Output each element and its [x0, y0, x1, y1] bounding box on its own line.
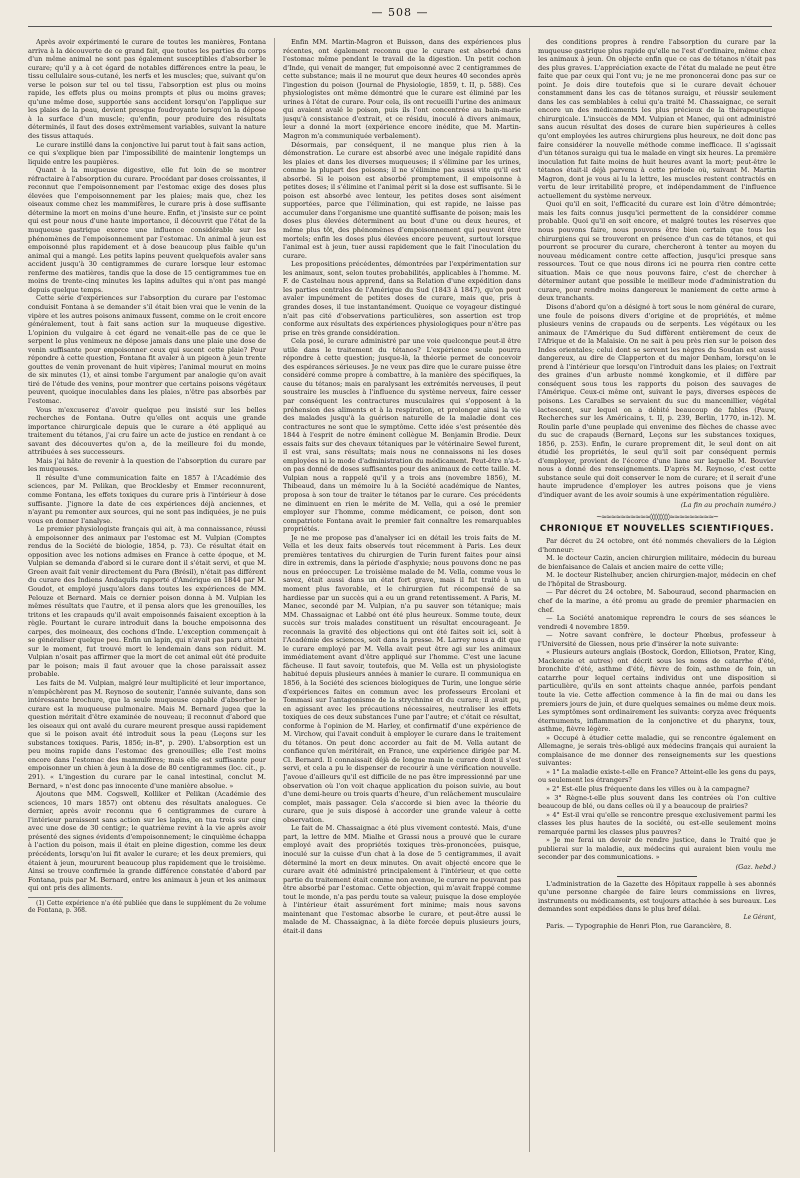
paragraph: Vous m'excuserez d'avoir quelque peu insisté sur les belles recherches de Fontana. Outre qu'elles ont acquis une grande importance chirurgicale depuis que le curare a été appliqué au traitement du tétanos, j'ai cru faire un acte de justice en rendant à ce savant des découvertes qu'on a, de la meilleure foi du monde, attribuées à ses successeurs. [28, 405, 266, 457]
administration-notice: L'administration de la Gazette des Hôpitaux rappelle à ses abonnés qu'une personne chargée de faire leurs commissions en livres, instruments ou médicaments, est toujours attachée à ses bureaux. Les demandes sont expédiées dans le plus bref délai. [538, 879, 776, 914]
ornament-divider: ~≈≈≈≈≈≈≈≈≈≈◊◊◊◊◊◊◊◊≈≈≈≈≈≈≈≈≈~ [596, 513, 718, 522]
paragraph: Cette série d'expériences sur l'absorption du curare par l'estomac conduisit Fontana à se demander s'il était bien vrai que le venin de la vipère et les autres poisons animaux fussent, comme on le croit encore généralement, tout à fait sans action sur la muqueuse digestive. L'opinion du vulgaire à cet égard ne venait-elle pas de ce que le serpent le plus venimeux ne dépose jamais dans une plaie une dose de venin suffisante pour empoisonner ceux qui sucent cette plaie? Pour répondre à cette question, Fontana fit avaler à un pigeon à jeun trente gouttes de venin provenant de huit vipères; l'animal mourut en moins de six minutes (1), et ainsi tombe l'argument par analogie qu'on avait tiré de l'étude des venins, pour montrer que certains poisons végétaux peuvent, quoique inoculables dans les plaies, n'être pas absorbés par l'estomac. [28, 294, 266, 405]
news-paragraph: — Notre savant confrère, le docteur Phœbus, professeur à l'Université de Giessen, nous prie d'insérer la note suivante: [538, 631, 776, 648]
paragraph: Le premier physiologiste français qui ait, à ma connaissance, réussi à empoisonner des animaux par l'estomac est M. Vulpian (Comptes rendus de la Société de biologie, 1854, p. 73). Ce résultat était en opposition avec les notions admises en France à cette époque, et M. Vulpian se demanda d'abord si le curare dont il s'était servi, et que M. Green avait fait venir directement du Para (Brésil), n'était pas différent du curare des Indiens Andaquils rapporté d'Amérique en 1844 par M. Goudot, et employé jusqu'alors dans toutes les expériences de MM. Pelouze et Bernard. Mais ce dernier poison donna à M. Vulpian les mêmes résultats que l'autre, et il pensa alors que les grenouilles, les tritons et les crapauds qu'il avait empoisonnés faisaient exception à la règle. Pourtant le curare introduit dans la bouche empoisonna des carpes, des moineaux, des cochons d'Inde. L'exception commençait à se généraliser quelque peu. Enfin un lapin, qui n'avait pas paru atteint sur le moment, fut trouvé mort le lendemain dans son réduit. M. Vulpian n'osait pas affirmer que la mort de cet animal eût été produite par le poison; mais il faut avouer que la chose paraissait assez probable. [28, 525, 266, 679]
section-rule [617, 876, 698, 877]
paragraph: Je ne me propose pas d'analyser ici en détail les trois faits de M. Vella et les deux faits observés tout récemment à Paris. Les deux premières tentatives du chirurgien de Turin furent faites pour ainsi dire in extremis, dans la période d'asphyxie; nous pouvons donc ne pas nous en préoccuper. Le troisième malade de M. Vella, comme vous le savez, était aussi dans un état fort grave, mais il fut traité à un moment plus favorable, et le chirurgien fut récompensé de sa hardiesse par un succès qui a eu un grand retentissement. A Paris, M. Manec, secondé par M. Vulpian, n'a pu sauver son tétanique; mais MM. Chassaignac et Labbé ont été plus heureux. Somme toute, deux succès sur trois malades constituent un résultat encourageant. Je reconnais la gravité des objections qui ont été faites soit ici, soit à l'Académie des sciences, soit dans la presse. M. Larrey nous a dit que le curare employé par M. Vella avait peut être agi sur les animaux immédiatement avant d'être appliqué sur l'homme. C'est une lacune fâcheuse. Il faut savoir, toutefois, que M. Vella est un physiologiste habitué depuis plusieurs années à manier le curare. Il communiqua en 1856, à la Société des sciences biologiques de Turin, une longue série d'expériences faites en commun avec les professeurs Ercolani et Tommasi sur l'antagonisme de la strychnine et du curare; il avait pu, en agissant avec les précautions nécessaires, neutraliser les effets toxiques de ces deux substances l'une par l'autre; et c'était ce résultat, conforme à l'opinion de M. Harley, et confirmatif d'une expérience de M. Virchow, qui l'avait conduit à employer le curare dans le traitement du tétanos. On peut donc accorder au fait de M. Vella autant de confiance qu'en méritérait, en France, une expérience dirigée par M. Cl. Bernard. Il connaissait déjà de longue main le curare dont il s'est servi, et cela a pu le dispenser de recourir à une vérification nouvelle. J'avoue d'ailleurs qu'il est difficile de ne pas être impressionné par une observation où l'on voit chaque application du poison suivie, au bout d'une demi-heure ou trois quarts d'heure, d'un relâchement musculaire complet, mais passager. Cela s'accorde si bien avec la théorie du curare, que je suis disposé à accorder une grande valeur à cette observation. [283, 533, 521, 824]
paragraph: Quant à la muqueuse digestive, elle fut loin de se montrer réfractaire à l'absorption du curare. Procédant par doses croissantes, il reconnut que l'empoisonnement par l'estomac exige des doses plus élevées que l'empoisonnement par les plaies; mais que, chez les oiseaux comme chez les mammifères, le curare pris à dose suffisante détermine la mort en moins d'une heure. Enfin, et j'insiste sur ce point qui est pour nous d'une haute importance, il découvrit que l'état de la muqueuse gastrique exerce une influence considérable sur les phénomènes de l'empoisonnement par l'estomac. Un animal à jeun est empoisonné plus rapidement et à dose beaucoup plus faible qu'un animal qui a mangé. Les petits lapins peuvent quelquefois avaler sans accident jusqu'à 30 centigrammes de curare lorsque leur estomac renferme des matières, tandis que la dose de 15 centigrammes tue en moins de trente-cinq minutes les lapins adultes qui n'ont pas mangé depuis quelque temps. [28, 166, 266, 294]
continued-note: (La fin au prochain numéro.) [680, 500, 776, 509]
news-paragraph: » 1° La maladie existe-t-elle en France? Atteint-elle les gens du pays, ou seulement les étrangers? [538, 767, 776, 785]
manager-signature: Le Gérant, [743, 913, 776, 921]
article-columns [28, 38, 776, 1152]
paragraph: Cela posé, le curare administré par une voie quelconque peut-il être utile dans le traitement du tétanos? L'expérience seule pourra répondre à cette question; jusque-là, la théorie permet de concevoir des espérances sérieuses. Je ne veux pas dire que le curare puisse être considéré comme propre à combattre, à la manière des spécifiques, la cause du tétanos; mais en paralysant les extrémités nerveuses, il peut soustraire les muscles à l'influence du système nerveux, faire cesser par conséquent les contractures musculaires qui s'opposent à la préhension des aliments et à la respiration, et prolonger ainsi la vie des malades jusqu'à la guérison naturelle de la maladie dont ces contractures ne sont que le symptôme. Cette idée s'est présentée dès 1844 à l'esprit de notre éminent collègue M. Benjamin Brodie. Deux essais faits sur des chevaux tétaniques par le vétérinaire Sewel furent, il est vrai, sans résultats; mais nous ne connaissons ni les doses employées ni le mode d'administration du médicament. Peut-être n'a-t-on pas donné de doses suffisantes pour des animaux de cette taille. M. Vulpian nous a rappelé qu'il y a trois ans (novembre 1856), M. Thibeaud, dans un mémoire lu à la Société académique de Nantes, proposa à son tour de traiter le tétanos par le curare. Ces précédents ne diminuent en rien le mérite de M. Vella, qui a osé le premier employer sur l'homme, comme médicament, ce poison, dont son compatriote Fontana avait le premier fait connaître les remarquables propriétés. [283, 337, 521, 534]
paragraph: Enfin MM. Martin-Magron et Buisson, dans des expériences plus récentes, ont également reconnu que le curare est absorbé dans l'estomac même pendant le travail de la digestion. Un petit cochon d'Inde, qui venait de manger, fut empoisonné avec 2 centigrammes de cette substance; mais il ne mourut que deux heures 40 secondes après l'ingestion du poison (Journal de Physiologie, 1859, t. II, p. 588). Ces physiologistes ont même démontré que le curare est éliminé par les urines à l'état de curare. Pour cela, ils ont recueilli l'urine des animaux qui avaient avalé le poison, puis ils l'ont concentrée au bain-marie jusqu'à consistance d'extrait, et ce résidu, inoculé à divers animaux, leur a donné la mort (expérience encore inédite, que M. Martin-Magron m'a communiquée verbalement). [283, 38, 521, 141]
news-paragraph: — Par décret du 24 octobre, M. Sabouraud, second pharmacien en chef de la marine, a été promu au grade de premier pharmacien en chef. [538, 588, 776, 614]
news-paragraph: » 3° Règne-t-elle plus souvent dans les contrées où l'on cultive beaucoup de blé, ou dans celles où il y a beaucoup de prairies? [538, 793, 776, 811]
news-paragraph: « Plusieurs auteurs anglais (Bostock, Gordon, Elliotson, Prater, King, Mackenzie et autres) ont décrit sous les noms de catarrhe d'été, bronchite d'été, asthme d'été, fièvre de foin, asthme de foin, un catarrhe pour lequel certains individus ont une disposition si particulière, qu'ils en sont atteints chaque année, parfois pendant toute la vie. Cette affection commence à la fin de mai ou dans les premiers jours de juin, et dure quelques semaines ou même deux mois. Les symptômes sont ordinairement les suivants: coryza avec fréquents éternuments, inflammation de la conjonctive et du pharynx, toux, asthme, fièvre légère. [538, 648, 776, 734]
column-divider [274, 38, 275, 1152]
paragraph: Le fait de M. Chassaignac a été plus vivement contesté. Mais, d'une part, la lettre de MM. Mialhe et Grassi nous a prouvé que le curare employé avait des propriétés toxiques très-prononcées, puisque, inoculé sur la cuisse d'un chat à la dose de 5 centigrammes, il avait déterminé la mort en deux minutes. On avait objecté encore que le curare avait été administré principalement à l'intérieur, et que cette partie du traitement était comme non avenue, le curare ne pouvant pas être absorbé par l'estomac. Cette objection, qui m'avait frappé comme tout le monde, n'a pas perdu toute sa valeur, puisque la dose employée à l'intérieur était assurément fort minime; mais nous savons maintenant que l'estomac absorbe le curare, et peut-être aussi le malade de M. Chassaignac, à la diète forcée depuis plusieurs jours, était-il dans [283, 824, 521, 935]
paragraph: des conditions propres à rendre l'absorption du curare par la muqueuse gastrique plus rapide qu'elle ne l'est d'ordinaire, même chez les animaux à jeun. On objecte enfin que ce cas de tétanos n'était pas des plus graves. L'appréciation exacte de l'état du malade ne peut être faite que par ceux qui l'ont vu; je ne me prononcerai donc pas sur ce point. Je dois dire toutefois que si le curare devait échouer constamment dans les cas de tétanos suraigu, et réussir seulement dans les cas semblables à celui qu'a traité M. Chassaignac, ce serait encore un des médicaments les plus précieux de la thérapeutique chirurgicale. L'insuccès de MM. Vulpian et Manec, qui ont administré sans aucun résultat des doses de curare bien supérieures à celles qu'ont employées les autres chirurgiens plus heureux, ne doit donc pas faire considérer la nouvelle méthode comme inefficace. Il s'agissait d'un tétanos suraigu qui tua le malade en vingt six heures. La première inoculation fut faite moins de huit heures avant la mort; peut-être le tétanos était-il déjà parvenu à cette période où, suivant M. Martin Magron, dont je vous ai lu la lettre, les muscles restent contractés en vertu de leur irritabilité propre, et indépendamment de l'influence actuellement du système nerveux. [538, 38, 776, 200]
news-paragraph: M. le docteur Cazin, ancien chirurgien militaire, médecin du bureau de bienfaisance de Calais et ancien maire de cette ville; [538, 554, 776, 571]
source-citation: (Gaz. hebd.) [735, 862, 776, 871]
news-paragraph: » Occupé à étudier cette maladie, qui se rencontre également en Allemagne, je serais très-obligé aux médecins français qui auraient la complaisance de me donner des renseignements sur les questions suivantes: [538, 733, 776, 768]
news-paragraph: Par décret du 24 octobre, ont été nommés chevaliers de la Légion d'honneur: [538, 537, 776, 554]
paragraph: Désormais, par conséquent, il ne manque plus rien à la démonstration. Le curare est absorbé avec une inégale rapidité dans les plaies et dans les diverses muqueuses; il s'élimine par les urines, comme la plupart des poisons; il ne s'élimine pas aussi vite qu'il est absorbé. Si le poison est absorbé promptement, il empoisonne à petites doses; il s'élimine et l'animal périt si la dose est suffisante. Si le poison est absorbé avec lenteur, les petites doses sont aisément supportées, parce que l'élimination, qui est rapide, ne laisse pas accumuler dans l'organisme une quantité suffisante de poison; mais les doses plus élevées déterminent au bout d'une ou deux heures, et même plus tôt, des phénomènes d'empoisonnement qui peuvent être mortels; enfin les doses plus élevées encore peuvent, surtout lorsque l'animal est à jeun, tuer aussi rapidement que le fait l'inoculation du curare. [283, 140, 521, 260]
paragraph: Disons d'abord qu'on a désigné à tort sous le nom général de curare, une foule de poisons divers d'origine et de propriétés, et même plusieurs venins de crapauds ou de serpents. Les végétaux ou les animaux de l'Amérique du Sud diffèrent entièrement de ceux de l'Afrique et de la Malaisie. On ne sait à peu près rien sur le poison des Indes orientales; celui dont se servent les nègres du Soudan est aussi dangereux, au dire de Clapperton et du major Denham, lorsqu'on le prend à l'intérieur que lorsqu'on l'introduit dans les plaies; on l'extrait des graines d'un arbuste nommé kongkomie, et il diffère par conséquent sous tous les rapports du poison des sauvages de l'Amérique. Ceux-ci même ont, suivant le pays, diverses espèces de poisons. Les Caraïbes se servaient du suc du mancenillier, végétal lactescent, sur lequel on a débité beaucoup de fables (Pauw, Recherches sur les Américains, t. II, p. 239, Berlin, 1770, in-12). M. Roulin parle d'une peuplade qui envenime des flèches de chasse avec du suc de crapauds (Bernard, Leçons sur les substances toxiques, 1856, p. 253). Enfin, le curare proprement dit, le seul dont on ait étudié les propriétés, le seul qu'il soit par conséquent permis d'employer, provient de l'écorce d'une liane sur laquelle M. Bouvier nous a donné des renseignements. D'après M. Reynoso, c'est cette substance seule qui doit conserver le nom de curare; et il serait d'une haute imprudence d'employer les autres poisons que je viens d'indiquer avant de les avoir soumis à une expérimentation régulière. [538, 302, 776, 499]
news-paragraph: » 4° Est-il vrai qu'elle se rencontre presque exclusivement parmi les classes les plus hautes de la société, ou est-elle seulement moins remarquée parmi les classes plus pauvres? [538, 810, 776, 836]
paragraph: Après avoir expérimenté le curare de toutes les manières, Fontana arriva à la découverte de ce grand fait, que toutes les parties du corps d'un même animal ne sont pas également susceptibles d'absorber le curare; qu'il y a à cet égard de notables différences entre la peau, le tissu cellulaire sous-cutané, les nerfs et les muscles; que, suivant qu'on verse le poison sur tel ou tel tissu, l'absorption est plus ou moins rapide, les effets plus ou moins prompts et plus ou moins graves; qu'une même dose, supportée sans accident lorsqu'on l'applique sur les plaies de la peau, devient presque foudroyante lorsqu'on la dépose à la surface d'un muscle; qu'enfin, pour produire des résultats déterminés, il faut des doses extrêmement variables, suivant la nature des tissus attaqués. [28, 38, 266, 141]
paragraph: Le curare instillé dans la conjonctive lui parut tout à fait sans action, ce qui s'explique bien par l'impossibilité de maintenir longtemps un liquide entre les paupières. [28, 140, 266, 166]
paragraph: Il résulte d'une communication faite en 1857 à l'Académie des sciences, par M. Pelikan, que Brocklesby et Emmer reconnurent, comme Fontana, les effets toxiques du curare pris à l'intérieur à dose suffisante. J'ignore la date de ces expériences déjà anciennes, et n'ayant pu remonter aux sources, qui ne sont pas indiquées, je ne puis vous en donner l'analyse. [28, 473, 266, 525]
news-paragraph: » Je me ferai un devoir de rendre justice, dans le Traité que je publierai sur la maladie, aux médecins qui auraient bien voulu me seconder par des communications. » [538, 836, 776, 862]
column-3 [538, 38, 776, 1152]
paragraph: Mais j'ai hâte de revenir à la question de l'absorption du curare par les muqueuses. [28, 456, 266, 474]
column-1 [28, 38, 266, 1152]
footnote: (1) Cette expérience n'a été publiée que dans le supplément du 2e volume de Fontana, p. 368. [28, 899, 266, 915]
news-paragraph: M. le docteur Ristelhuber, ancien chirurgien-major, médecin en chef de l'hôpital de Strasbourg. [538, 571, 776, 588]
news-paragraph: » 2° Est-elle plus fréquente dans les villes ou à la campagne? [546, 785, 750, 794]
paragraph: Quoi qu'il en soit, l'efficacité du curare est loin d'être démontrée; mais les faits connus jusqu'ici permettent de la considérer comme probable. Quoi qu'il en soit encore, et malgré toutes les réserves que nous pouvons faire, nous pouvons être bien certain que tous les chirurgiens qui se trouveront en présence d'un cas de tétanos, et qui pourront se procurer du curare, chercheront à tenter au moyen du nouveau médicament contre cette affection, jusqu'ici presque sans ressources. Tout ce que nous dirons ici ne pourra rien contre cette situation. Mais ce que nous pouvons faire, c'est de chercher à déterminer autant que possible le meilleur mode d'administration du curare, pour rendre moins dangereux le maniement de cette arme à deux tranchants. [538, 200, 776, 303]
paragraph: Les faits de M. Vulpian, malgré leur multiplicité et leur importance, n'empêchèrent pas M. Reynoso de soutenir, l'année suivante, dans son intéressante brochure, que la seule muqueuse capable d'absorber le curare est la muqueuse pulmonaire. Mais M. Bernard jugea que la question méritait d'être examinée de nouveau; il reconnut d'abord que les oiseaux qui ont avalé du curare meurent presque aussi rapidement que si le poison avait été introduit sous la peau (Leçons sur les substances toxiques. Paris, 1856; in-8°, p. 290). L'absorption est un peu moins rapide dans l'estomac des grenouilles; elle l'est moins encore dans l'estomac des mammifères; mais elle est suffisante pour empoisonner un chien à jeun à la dose de 80 centigrammes (loc. cit., p. 291). « L'ingestion du curare par le canal intestinal, conclut M. Bernard, » n'est donc pas innocente d'une manière absolue. » [28, 679, 266, 790]
section-title: CHRONIQUE ET NOUVELLES SCIENTIFIQUES. [539, 523, 775, 534]
header-rule [28, 26, 772, 27]
column-divider [529, 38, 530, 1152]
page-number: — 508 — [371, 6, 429, 19]
paragraph: Les propositions précédentes, démontrées par l'expérimentation sur les animaux, sont, selon toutes probabilités, applicables à l'homme. M. F. de Castelnau nous apprend, dans sa Relation d'une expédition dans les parties centrales de l'Amérique du Sud (1843 à 1847), qu'on peut avaler impunément de petites doses de curare, mais que, pris à grandes doses, il tue instantanément. Quoique ce voyageur distingué n'ait pas cité d'observations particulières, son assertion est trop conforme aux résultats des expériences physiologiques pour n'être pas prise en très grande considération. [283, 260, 521, 337]
footnote-rule [28, 897, 123, 898]
news-paragraph: — La Société anatomique reprendra le cours de ses séances le vendredi 4 novembre 1859. [538, 614, 776, 631]
column-2 [283, 38, 521, 1152]
paragraph: Ajoutons que MM. Cogswell, Kolliker et Pelikan (Académie des sciences, 10 mars 1857) ont obtenu des résultats analogues. Ce dernier, après avoir reconnu que 6 centigrammes de curare à l'intérieur paraissent sans action sur les lapins, en tua trois sur cinq avec une dose de 30 centigr.; le quatrième revint à la vie après avoir présenté des signes évidents d'empoisonnement; le cinquième échappa à l'action du poison, mais il était en pleine digestion, comme les deux précédents, lorsqu'on lui fit avaler le curare; et les deux premiers, qui étaient à jeun, moururent beaucoup plus rapidement que le troisième. Ainsi se trouve confirmée la grande différence constatée d'abord par Fontana, puis par M. Bernard, entre les animaux à jeun et les animaux qui ont pris des aliments. [28, 790, 266, 893]
printer-imprint: Paris. — Typographie de Henri Plon, rue Garancière, 8. [546, 922, 732, 931]
